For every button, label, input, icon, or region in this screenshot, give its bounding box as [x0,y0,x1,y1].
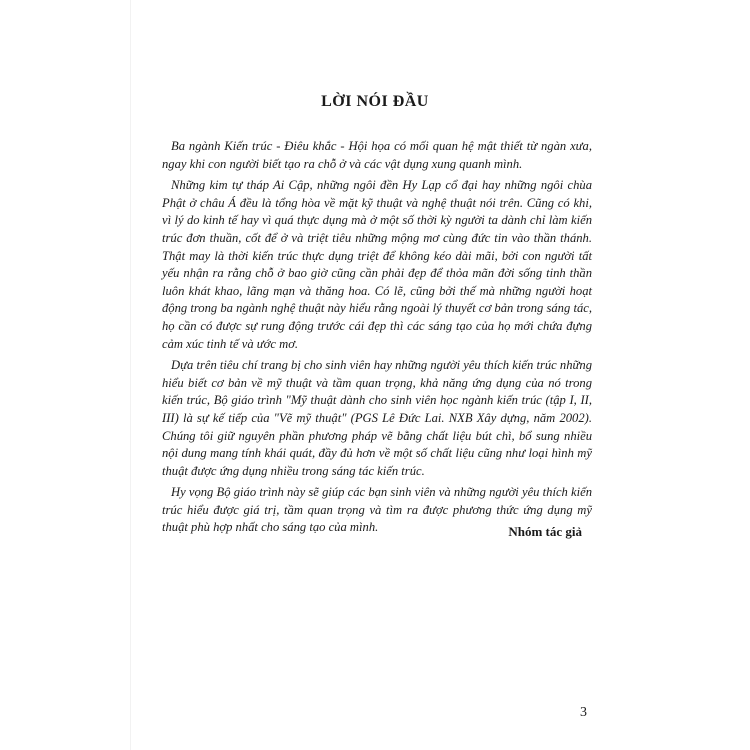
author-signature: Nhóm tác giả [508,524,582,539]
paragraph-2: Những kim tự tháp Ai Cập, những ngôi đền Hy Lạp cổ đại hay những ngôi chùa Phật ở châu Á đều là tổng hòa về mặt kỹ thuật và nghệ thuật nói trên. Cũng có khi, vì lý do kinh tế hay vì quá thực dụng mà ở một số thời kỳ người ta dành chỉ làm kiến trúc đơn thuần, cốt để ở và triệt tiêu những mộng mơ cùng đức tin vào thần thánh. Thật may là thời kiến trúc thực dụng triệt để không kéo dài mãi, bởi con người tất yếu nhận ra rằng chỗ ở bao giờ cũng cần phải đẹp để thỏa mãn đời sống tinh thần luôn khát khao, lãng mạn và thăng hoa. Có lẽ, cũng bởi thế mà những người hoạt động trong ba ngành nghệ thuật này hiểu rằng ngoài lý thuyết cơ bản trong sáng tác, họ cần có được sự rung động trước cái đẹp thì các sáng tạo của họ mới chứa đựng cảm xúc tinh tế và ước mơ. [162,178,592,351]
preface-body [162,138,592,541]
page-number: 3 [580,705,587,720]
paragraph-1: Ba ngành Kiến trúc - Điêu khắc - Hội họa có mối quan hệ mật thiết từ ngàn xưa, ngay khi con người biết tạo ra chỗ ở và các vật dụng xung quanh mình. [162,139,592,171]
page-title: LỜI NÓI ĐẦU [321,93,429,110]
paragraph-3: Dựa trên tiêu chí trang bị cho sinh viên hay những người yêu thích kiến trúc những hiểu biết cơ bản về mỹ thuật và tầm quan trọng, khả năng ứng dụng của nó trong kiến trúc, Bộ giáo trình "Mỹ thuật dành cho sinh viên học ngành kiến trúc (tập I, II, III) là sự kế tiếp của "Vẽ mỹ thuật" (PGS Lê Đức Lai. NXB Xây dựng, năm 2002). Chúng tôi giữ nguyên phần phương pháp vẽ bằng chất liệu bút chì, bổ sung nhiều nội dung mang tính khái quát, đầy đủ hơn về một số chất liệu cũng như loại hình mỹ thuật được ứng dụng nhiều trong sáng tác kiến trúc. [162,358,592,478]
paragraph-4: Hy vọng Bộ giáo trình này sẽ giúp các bạn sinh viên và những người yêu thích kiến trúc hiểu được giá trị, tầm quan trọng và tìm ra được phương thức ứng dụng mỹ thuật phù hợp nhất cho sáng tạo của mình. [162,485,592,535]
page-fold-line [130,0,131,750]
